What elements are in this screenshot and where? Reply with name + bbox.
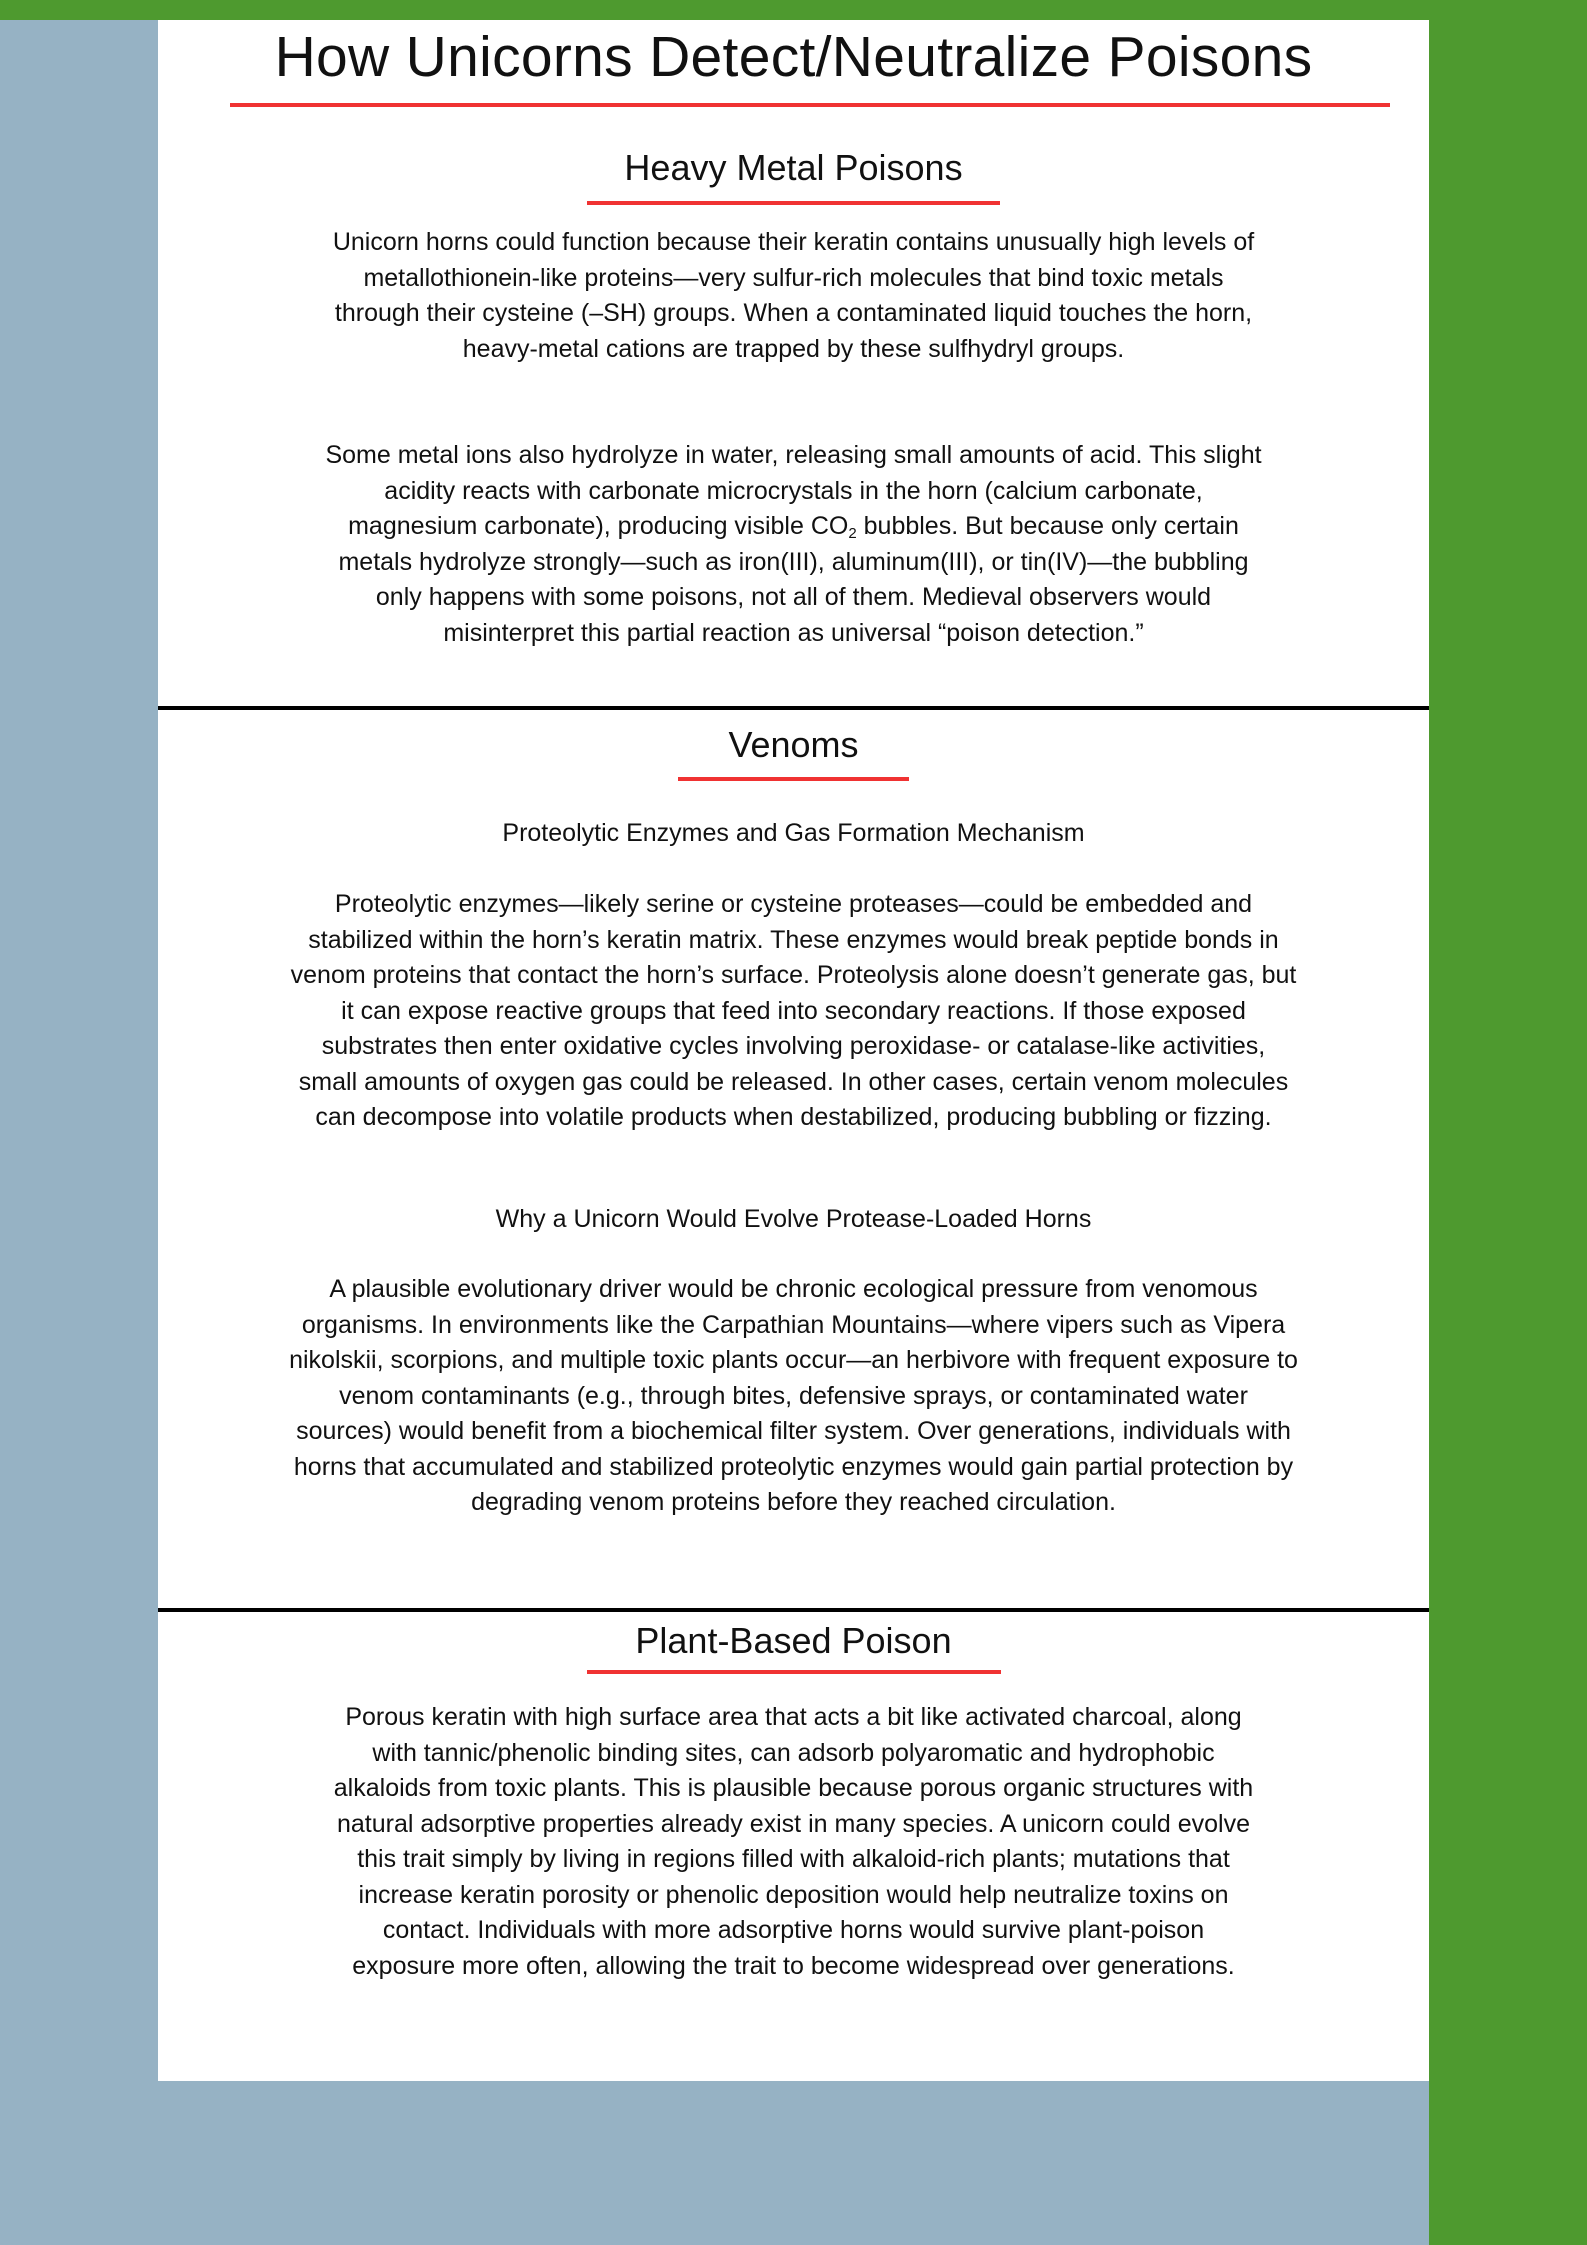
section-paragraph: Unicorn horns could function because their keratin contains unusually high levels of metallothionein-like proteins—very sulfur-rich molecules that bind toxic metals through their cysteine (–SH) groups. When a contaminated liquid touches the horn, heavy-metal cations are trapped by these sulfhydryl groups. (332, 228, 1255, 363)
paragraph-text: Some metal ions also hydrolyze in water, releasing small amounts of acid. This slight acidity reacts with carbonate microcrystals in the horn (calcium carbonate, magnesium carbonate), producing visible CO (325, 441, 1262, 540)
section-heading: Heavy Metal Poisons (624, 147, 963, 188)
section-underline (678, 777, 909, 781)
document-panel (158, 20, 1429, 2081)
paragraph-text: bubbles. But because only certain metals hydrolyze strongly—such as iron(III), aluminum(III), or tin(IV)—the bubbling only happens with some poisons, not all of them. Medieval observers would misinterpret this partial reaction as universal “poison detection.” (338, 512, 1249, 647)
section-underline (587, 201, 1000, 205)
section-underline (587, 1670, 1001, 1674)
right-frame-bar (1429, 0, 1587, 2245)
section-paragraph: Porous keratin with high surface area that acts a bit like activated charcoal, along with tannic/phenolic binding sites, can adsorb polyaromatic and hydrophobic alkaloids from toxic plants. This is plausible because porous organic structures with natural adsorptive properties already exist in many species. A unicorn could evolve this trait simply by living in regions filled with alkaloid-rich plants; mutations that increase keratin porosity or phenolic deposition would help neutralize toxins on contact. Individuals with more adsorptive horns would survive plant-poison exposure more often, allowing the trait to become widespread over generations. (333, 1703, 1254, 1980)
page-title: How Unicorns Detect/Neutralize Poisons (274, 25, 1313, 89)
section-paragraph: Proteolytic enzymes—likely serine or cysteine proteases—could be embedded and stabilized within the horn’s keratin matrix. These enzymes would break peptide bonds in venom proteins that contact the horn’s surface. Proteolysis alone doesn’t generate gas, but it can expose reactive groups that feed into secondary reactions. If those exposed substrates then enter oxidative cycles involving peroxidase- or catalase-like activities, small amounts of oxygen gas could be released. In other cases, certain venom molecules can decompose into volatile products when destabilized, producing bubbling or fizzing. (290, 890, 1297, 1131)
section-divider (158, 1608, 1429, 1612)
section-heading: Venoms (728, 724, 859, 765)
section-divider (158, 706, 1429, 710)
section-paragraph (318, 438, 1269, 651)
section-subheading: Proteolytic Enzymes and Gas Formation Mechanism (502, 819, 1085, 847)
subscript-text: 2 (848, 525, 857, 542)
top-frame-bar (0, 0, 1587, 20)
section-subheading: Why a Unicorn Would Evolve Protease-Loaded Horns (495, 1205, 1092, 1233)
section-paragraph: A plausible evolutionary driver would be chronic ecological pressure from venomous organisms. In environments like the Carpathian Mountains—where vipers such as Vipera nikolskii, scorpions, and multiple toxic plants occur—an herbivore with frequent exposure to venom contaminants (e.g., through bites, defensive sprays, or contaminated water sources) would benefit from a biochemical filter system. Over generations, individuals with horns that accumulated and stabilized proteolytic enzymes would gain partial protection by degrading venom proteins before they reached circulation. (289, 1275, 1298, 1516)
section-heading: Plant-Based Poison (635, 1620, 952, 1661)
title-underline (230, 103, 1390, 107)
